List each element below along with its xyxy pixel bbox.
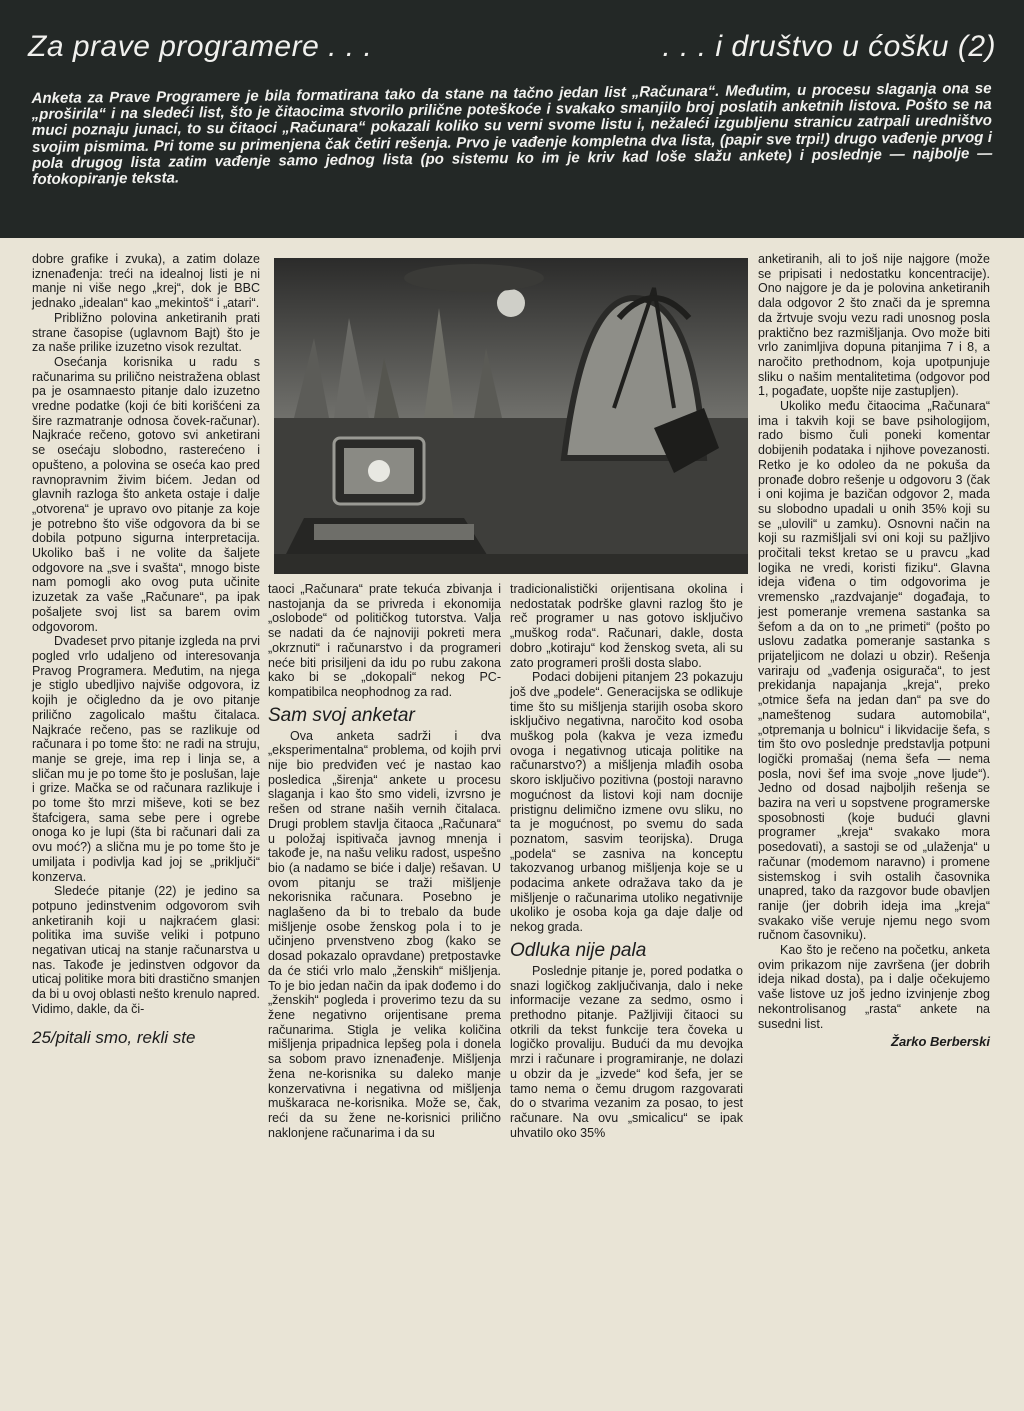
paragraph: taoci „Računara“ prate tekuća zbivanja i nastojanja da se privreda i ekonomija „oslobode“ od političkog tutorstva. Valja se nadati da će najnoviji pokreti mera „okrznuti“ i računarstvo i da programeri neće biti prisiljeni da idu po rubu zakona kako bi se „dokopali“ nekog PC-kompatibilca neophodnog za rad. [268, 582, 501, 699]
sci-fi-computer-illustration [274, 258, 748, 574]
paragraph: Poslednje pitanje je, pored podatka o snazi logičkog zaključivanja, dalo i neke informacije vezane za sedmo, osmo i prethodno pitanje. Pažljiviji čitaoci su otkrili da tekst funkcije tera čoveka u logičko provaliju. Budući da mu devojka mrzi i računare i programiranje, ne dolazi u obzir da je „izvede“ kod šefa, jer se tamo nema o čemu drugom razgovarati do o stvarima vezanim za posao, to jest računare. Na ovu „smicalicu“ se ipak uhvatilo oko 35% [510, 963, 743, 1140]
paragraph: Približno polovina anketiranih prati strane časopise (uglavnom Bajt) što je za naše prilike izuzetno visok rezultat. [32, 310, 260, 355]
column-2 [268, 582, 501, 1140]
header-title-left: Za prave programere . . . [28, 30, 373, 63]
paragraph: tradicionalistički orijentisana okolina i nedostatak podrške glavni razlog što je reč programer u nas gotovo isključivo „muškog roda“. Računari, dakle, dosta dobro „kotiraju“ kod ženskog sveta, ali su zato programeri prošli dosta slabo. [510, 582, 743, 670]
intro-text: Anketa za Prave Programere je bila formatirana tako da stane na tačno jedan list „Računara“. Međutim, u procesu slaganja ona se „proširila“ i na sledeći list, što je čitaocima stvorilo prilične poteškoće i svakako smanjilo broj poslatih anketnih listova. Pošto se na muci poznaju junaci, to su čitaoci „Računara“ pokazali koliko su verni svome listu i, nežaleći izgubljenu stranicu zatrpali uredništvo svojim pismima. Pri tome su primenjena čak četiri rešenja. Prvo je vađenje kompletna dva lista, (papir sve trpi!) drugo vađenje prvog i pola drugog lista zatim vađenje samo jednog lista (po sistemu ko im je kriv kad loše slažu ankete) i poslednje — najbolje — fotokopiranje teksta. [31, 79, 993, 189]
paragraph: Ova anketa sadrži i dva „eksperimentalna“ problema, od kojih prvi nije bio predviđen već je nastao kao posledica „širenja“ ankete u procesu slaganja i kao što smo videli, izvrsno je rešen od strane naših vernih čitalaca. Drugi problem stavlja čitaoca „Računara“ u položaj ispitivača javnog mnenja i takođe je, na našu veliku radost, uspešno bio (a nadamo se biće i dalje) rešavan. U ovom pitanju se traži mišljenje nekorisnika računara. Posebno je naglašeno da bi to trebalo da bude mišljenje osobe ženskog pola i to je učinjeno prvenstveno zbog (kako se dosad pokazalo opravdane) pretpostavke da će stići vrlo malo „ženskih“ mišljenja. To je bio jedan način da ipak dođemo i do „ženskih“ pogleda i proverimo tezu da su žene negativno orijentisane prema računarima. Stigla je velika količina mišljenja pripadnica lepšeg pola i donela sa sobom pravo iznenađenje. Mišljenja žena ne-korisnika su daleko manje konzervativna i negativna od mišljenja muškaraca ne-korisnika. Može se, čak, reći da su žene ne-korisnici prilično naklonjene računarima i da su [268, 728, 501, 1140]
column-4 [758, 252, 990, 1050]
paragraph: anketiranih, ali to još nije najgore (može se pripisati i nedostatku koncentracije). Ono najgore je da je polovina anketiranih dala odgovor 2 što znači da je spremna da žrtvuje svoju vezu radi unosnog posla praktično bez razmišljanja. Ovo može biti vrlo zanimljiva dopuna pitanjima 7 i 8, a naročito prethodnom, koja upotpunjuje sliku o našim mentalitetima (odgovor pod 1, pogađate, uopšte nije zastupljen). [758, 252, 990, 399]
subheading: Odluka nije pala [510, 939, 647, 961]
paragraph: dobre grafike i zvuka), a zatim dolaze iznenađenja: treći na idealnoj listi je ni manje ni više nego „krej“, dok je BBC jednako „idealan“ kao „mekintoš“ i „atari“. [32, 252, 260, 311]
page-footer-note: 25/pitali smo, rekli ste [32, 1027, 196, 1047]
subheading: Sam svoj anketar [268, 704, 415, 726]
column-3 [510, 582, 743, 1140]
paragraph: Sledeće pitanje (22) je jedino sa potpuno jedinstvenim odgovorom svih anketiranih koji u najkraćem glasi: politika ima suviše veliki i potpuno negativan uticaj na stanje računarstva u nas. Takođe je jedinstven odgovor da uticaj politike mora biti drastično smanjen da bi u ovoj oblasti nešto krenulo napred. Vidimo, dakle, da či- [32, 884, 260, 1016]
page-header [0, 0, 1024, 238]
author-signature: Žarko Berberski [891, 1034, 990, 1050]
paragraph: Dvadeset prvo pitanje izgleda na prvi pogled vrlo udaljeno od interesovanja Pravog Programera. Međutim, na njega je stiglo ubedljivo najviše odgovora, iz kojih je očigledno da je ovo pitanje prilično zagolicalo maštu čitalaca. Najkraće rečeno, pas se razlikuje od računara i po tome što: ne radi na struju, manje se greje, ima rep i linja se, a sličan mu je po tome što je poslušan, laje i grize. Mačka se od računara razlikuje i po tome što mrzi miševe, koti se bez štafcigera, sama sebe pere i ogrebe onoga ko je lupi (šta bi računari dali za ovu moć?) a slična mu je po tome što je umiljata i podivlja kad joj se „priključi“ konzerva. [32, 634, 260, 884]
paragraph: Kao što je rečeno na početku, anketa ovim prikazom nije završena (jer dobrih ideja nikad dosta), pa i dalje očekujemo vaše listove uz još jedno izvinjenje zbog nekontrolisanog „rasta“ ankete na susedni list. [758, 943, 990, 1031]
column-1 [32, 252, 260, 1045]
paragraph: Podaci dobijeni pitanjem 23 pokazuju još dve „podele“. Generacijska se odlikuje time što su mišljenja starijih osoba skoro isključivo negativna, naročito kod osoba muškog pola (kakva je veza između ovoga i negativnog uticaja politike na računarstvo?) a mišljenja mlađih osoba skoro isključivo pozitivna (postoji naravno mogućnost da listovi koji nam docnije pristignu delimično izmene ovu sliku, no ta je mogućnost, po svemu do sada poznatom, sasvim teorijska). Druga „podela“ se zasniva na konceptu takozvanog urbanog mišljenja koje se u podacima ankete odražava tako da je mišljenje o računarima utoliko negativnije ukoliko je osoba koja ga daje dalje od nekog grada. [510, 670, 743, 935]
header-title-right: . . . i društvo u ćošku (2) [662, 30, 996, 63]
paragraph: Ukoliko među čitaocima „Računara“ ima i takvih koji se bave psihologijom, rado bismo čuli poneki komentar dobijenih podataka i njihove povezanosti. Retko je ko odoleo da ne pokuša da pronađe dobro rešenje u odgovoru 3 (čak i oni kojima je bazičan odgovor 2, mada su slobodno upadali u onih 35% koji su se „ulovili“ u zamku). Osnovni način na koji su razmišljali svi oni koji su pažljivo pročitali tekst kretao se u pravcu „kad logika ne vredi, koristi fiziku“. Glavna ideja viđena o tim odgovorima je vremensko „razdvajanje“ događaja, to jest pomeranje vremena sastanka sa šefom a da on to „ne primeti“ (pošto po uslovu zadatka pomeranje sastanka s prijateljicom ne dolazi u obzir). Rešenja variraju od „vađenja osigurača“, to jest prekidanja napajanja „kreja“, preko „otmice šefa na jedan dan“ pa sve do „nameštenog sudara automobila“, „otpremanja u bolnicu“ i likvidacije šefa, s tim što ovo poslednje predstavlja potpuni logički promašaj (nema šefa — nema posla, novi šef ima svoje „nove ljude“). Jedno od dosad najboljih rešenja se bazira na veri u sopstvene programerske sposobnosti (koje budući glavni programer „kreja“ svakako mora posedovati), a sastoji se od „ulaženja“ u računar (modemom naravno) i promene sistemskog i svih ostalih časovnika unapred, tako da razgovor bude obavljen ranije (jer dobrih ideja ima „kreja“ svakako više veruje njemu nego svom ručnom časovniku). [758, 399, 990, 943]
paragraph: Osećanja korisnika u radu s računarima su prilično neistražena oblast pa je osamnaesto pitanje dalo izuzetno vredne podatke (koji će biti korišćeni za šire razmatranje odnosa čovek-računar). Najkraće rečeno, gotovo svi anketirani se osećaju slobodno, rasterećeno i opušteno, a polovina se oseća kao pred ravnopravnim živim bićem. Jedan od glavnih razloga što anketa ostaje i dalje „otvorena“ je upravo ovo pitanje za koje je potrebno što više odgovora da bi se dobila potpuno sigurna interpretacija. Ukoliko baš i ne volite da šaljete odgovore na „sve i svašta“, mnogo biste nam pomogli ako ovog puta učinite izuzetak za vaše „Računare“, pa ipak pošaljete svoj list sa barem ovim odgovorom. [32, 354, 260, 634]
